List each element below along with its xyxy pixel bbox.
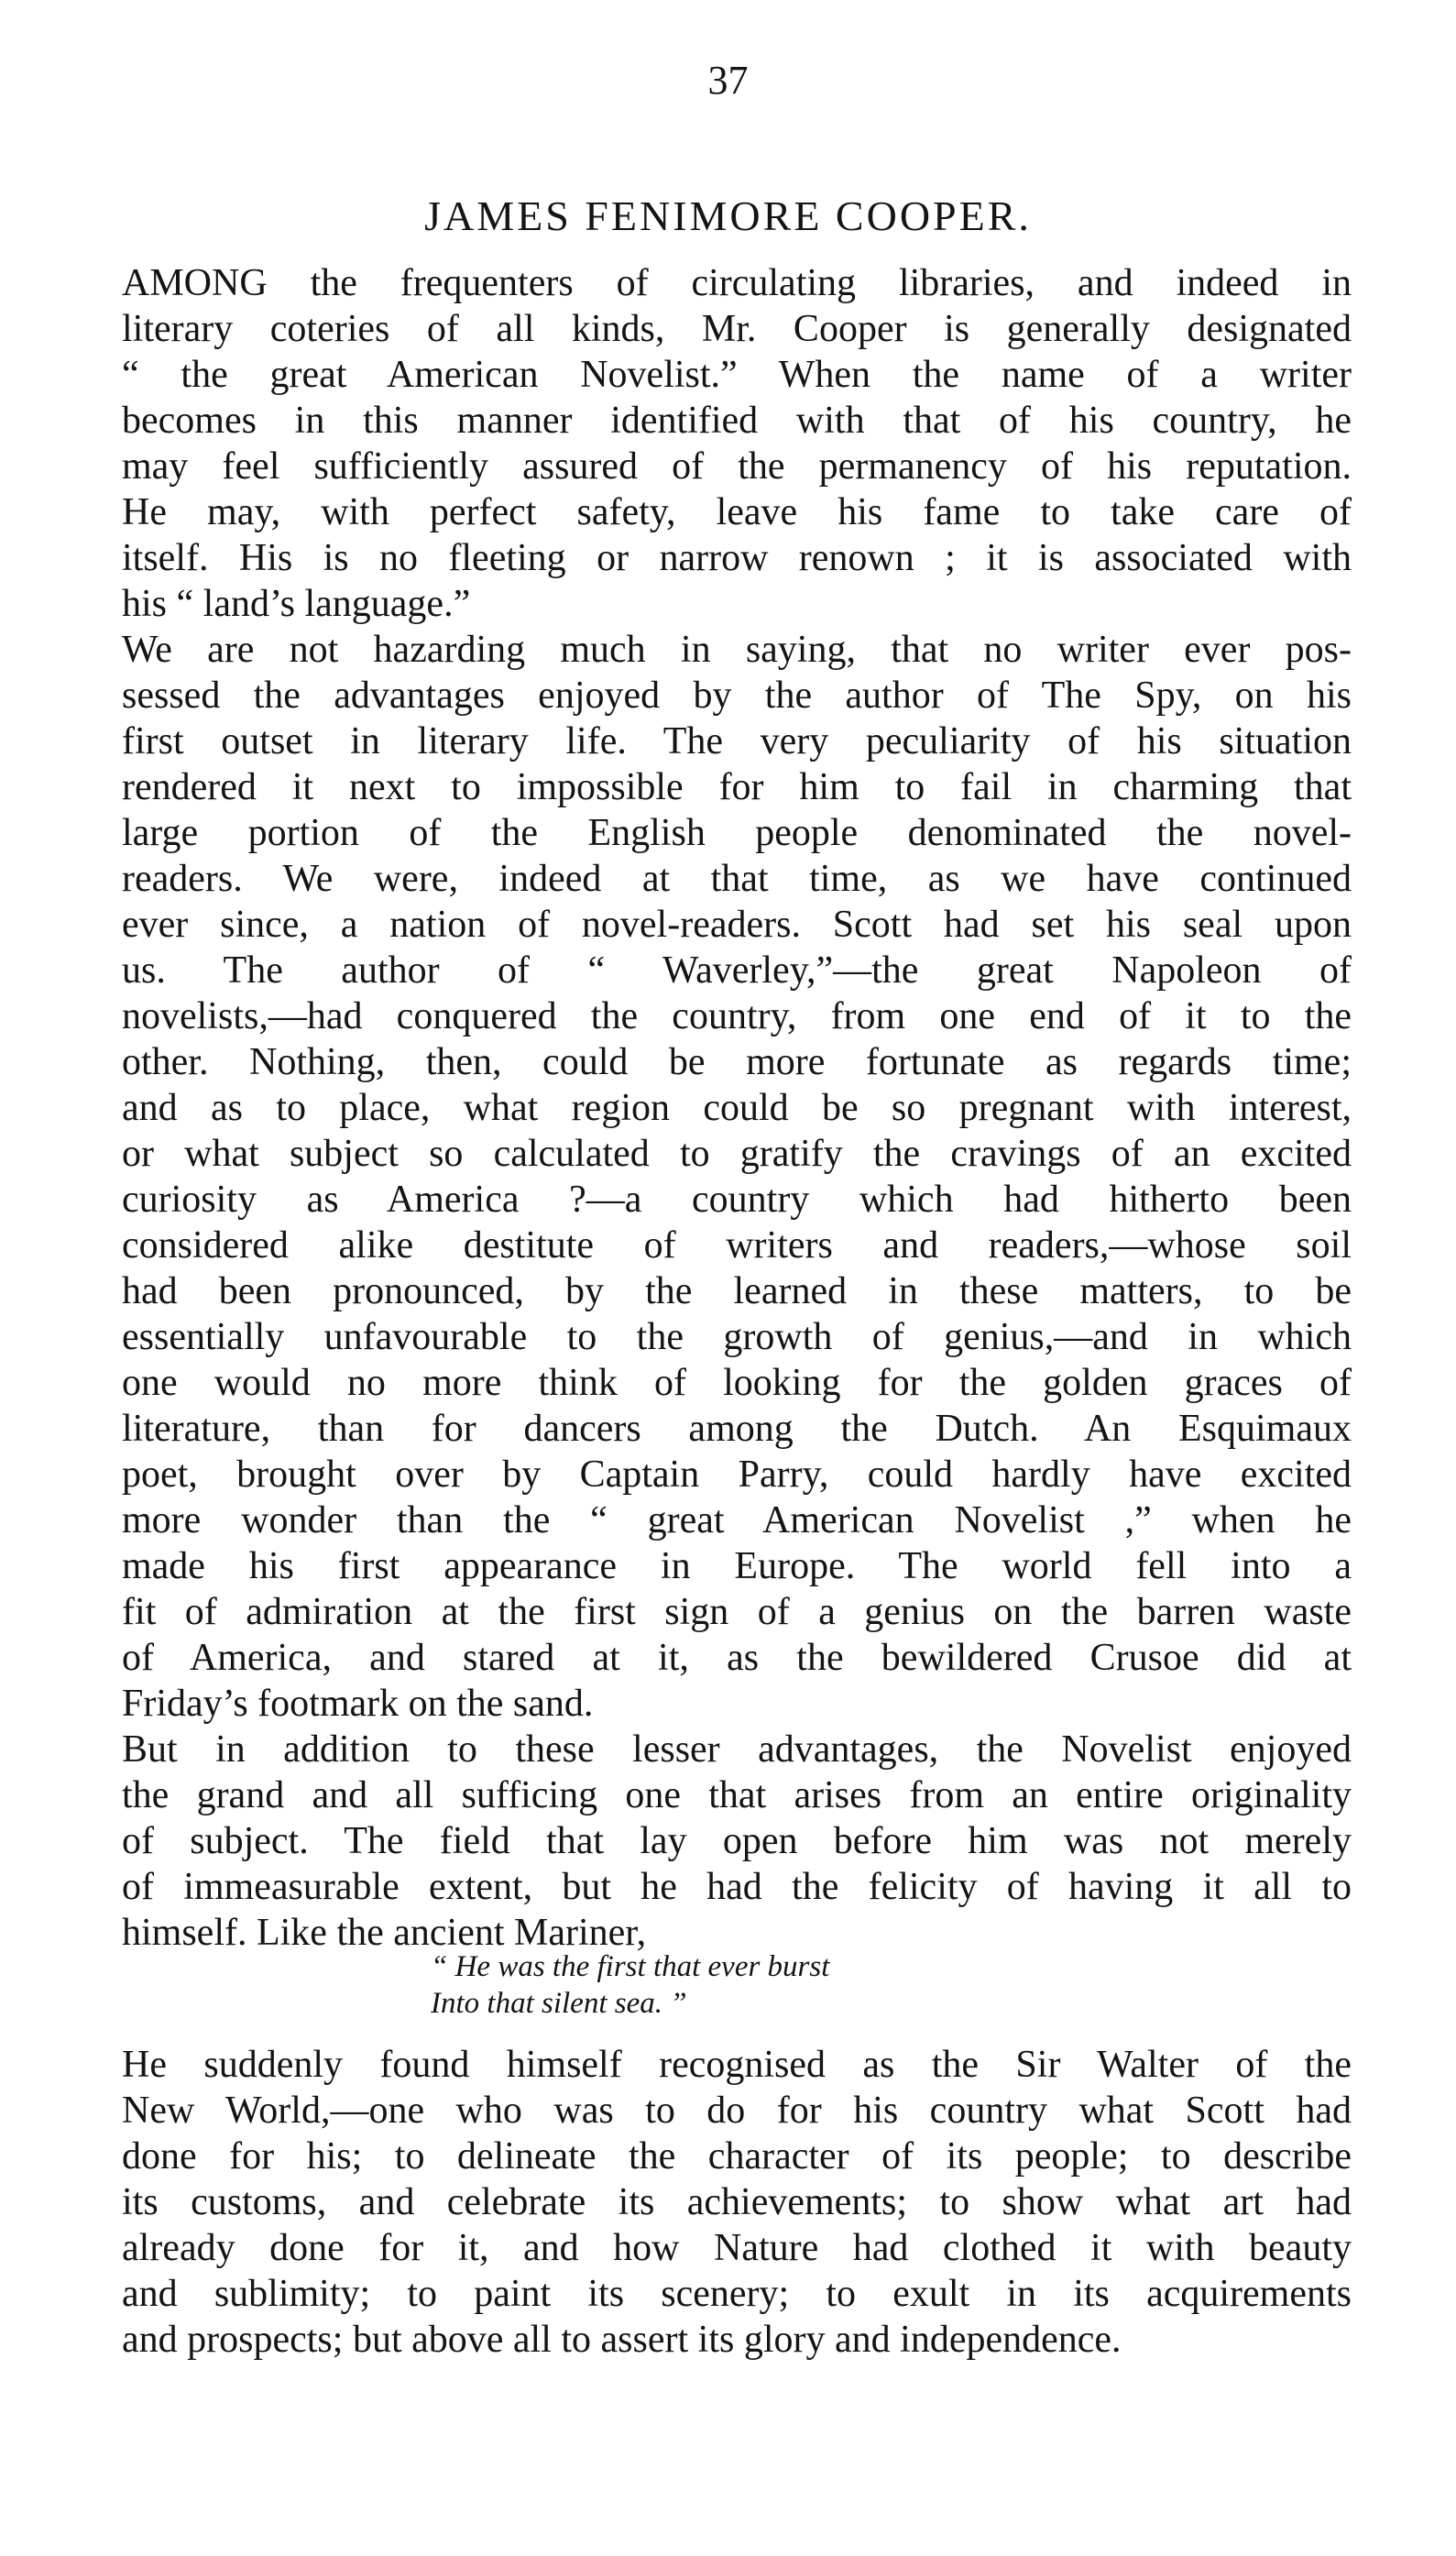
- text-line: more wonder than the “ great American Novelist ,” when he: [122, 1499, 1352, 1541]
- text-line: considered alike destitute of writers and readers,—whose soil: [122, 1224, 1352, 1267]
- chapter-title: JAMES FENIMORE COOPER.: [424, 192, 1032, 239]
- text-line: the grand and all sufficing one that arises from an entire originality: [122, 1774, 1352, 1816]
- text-line: curiosity as America ?—a country which had hitherto been: [122, 1179, 1352, 1221]
- text-line: ever since, a nation of novel-readers. Scott had set his seal upon: [122, 904, 1352, 946]
- text-line: one would no more think of looking for the golden graces of: [122, 1362, 1352, 1404]
- text-line: large portion of the English people denominated the novel-: [122, 812, 1352, 854]
- text-line: But in addition to these lesser advantages, the Novelist enjoyed: [122, 1728, 1352, 1771]
- text-line: literature, than for dancers among the Dutch. An Esquimaux: [122, 1408, 1352, 1450]
- text-line: other. Nothing, then, could be more fortunate as regards time;: [122, 1041, 1352, 1083]
- text-line: and as to place, what region could be so pregnant with interest,: [122, 1087, 1352, 1129]
- text-line: of subject. The field that lay open before him was not merely: [122, 1820, 1352, 1862]
- text-line: AMONG the frequenters of circulating libraries, and indeed in: [122, 262, 1352, 304]
- quote-line: “ He was the first that ever burst: [431, 1950, 830, 1983]
- paragraph-1: [122, 260, 1352, 627]
- text-line: rendered it next to impossible for him to fail in charming that: [122, 766, 1352, 808]
- text-line: becomes in this manner identified with that of his country, he: [122, 400, 1352, 442]
- text-line: its customs, and celebrate its achievements; to show what art had: [122, 2181, 1352, 2223]
- text-line: New World,—one who was to do for his country what Scott had: [122, 2090, 1352, 2132]
- text-line: fit of admiration at the first sign of a genius on the barren waste: [122, 1591, 1352, 1633]
- text-line: novelists,—had conquered the country, from one end of it to the: [122, 995, 1352, 1037]
- text-line: and sublimity; to paint its scenery; to exult in its acquirements: [122, 2273, 1352, 2315]
- text-line: or what subject so calculated to gratify the cravings of an excited: [122, 1133, 1352, 1175]
- text-line: may feel sufficiently assured of the permanency of his reputation.: [122, 445, 1352, 488]
- verse-quote: [431, 1948, 829, 2022]
- text-line: literary coteries of all kinds, Mr. Cooper is generally designated: [122, 308, 1352, 350]
- text-line: He may, with perfect safety, leave his fame to take care of: [122, 491, 1352, 533]
- text-line: us. The author of “ Waverley,”—the great Napoleon of: [122, 949, 1352, 992]
- quote-line: Into that silent sea. ”: [431, 1987, 687, 2020]
- paragraph-3: [122, 1727, 1352, 1956]
- text-line: his “ land’s language.”: [122, 583, 471, 625]
- text-line: poet, brought over by Captain Parry, could hardly have excited: [122, 1454, 1352, 1496]
- paragraph-4: [122, 2042, 1352, 2363]
- page-number: 37: [707, 58, 749, 103]
- text-line: done for his; to delineate the character of its people; to describe: [122, 2135, 1352, 2178]
- text-line: We are not hazarding much in saying, that no writer ever pos-: [122, 629, 1352, 671]
- text-line: himself. Like the ancient Mariner,: [122, 1912, 647, 1954]
- text-line: had been pronounced, by the learned in these matters, to be: [122, 1270, 1352, 1312]
- text-line: sessed the advantages enjoyed by the author of The Spy, on his: [122, 675, 1352, 717]
- text-line: of immeasurable extent, but he had the felicity of having it all to: [122, 1866, 1352, 1908]
- text-line: first outset in literary life. The very peculiarity of his situation: [122, 720, 1352, 762]
- text-line: essentially unfavourable to the growth of genius,—and in which: [122, 1316, 1352, 1358]
- text-line: of America, and stared at it, as the bewildered Crusoe did at: [122, 1637, 1352, 1679]
- text-line: Friday’s footmark on the sand.: [122, 1683, 594, 1725]
- text-line: itself. His is no fleeting or narrow renown ; it is associated with: [122, 537, 1352, 579]
- text-line: readers. We were, indeed at that time, as we have continued: [122, 858, 1352, 900]
- text-line: He suddenly found himself recognised as the Sir Walter of the: [122, 2044, 1352, 2086]
- text-line: “ the great American Novelist.” When the name of a writer: [122, 354, 1352, 396]
- paragraph-2: [122, 627, 1352, 1727]
- text-line: made his first appearance in Europe. The world fell into a: [122, 1545, 1352, 1587]
- text-line: already done for it, and how Nature had clothed it with beauty: [122, 2227, 1352, 2269]
- text-line: and prospects; but above all to assert its glory and independence.: [122, 2319, 1122, 2361]
